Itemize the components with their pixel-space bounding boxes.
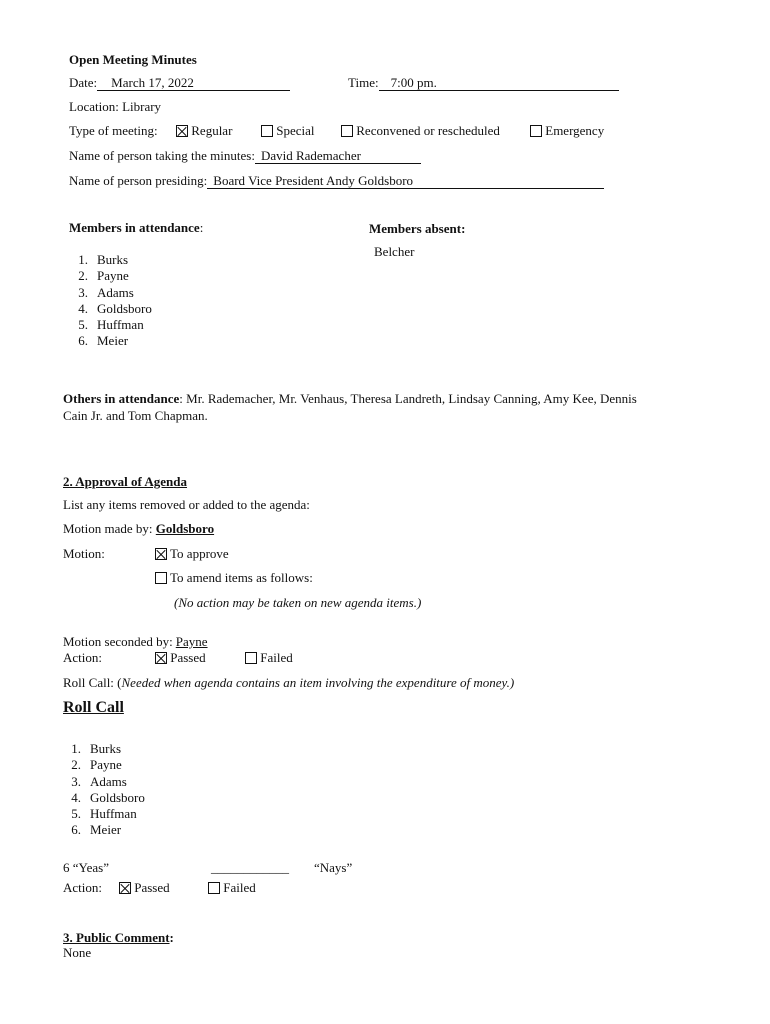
type-regular-label: Regular: [191, 123, 233, 138]
approve-label: To approve: [170, 546, 229, 561]
others-attendance-label: Others in attendance: [63, 391, 180, 406]
type-special: [261, 123, 315, 139]
type-regular: [176, 123, 232, 139]
minutes-taker-value: David Rademacher: [255, 149, 421, 164]
minutes-taker-label: Name of person taking the minutes:: [69, 148, 255, 163]
list-item: 4. Goldsboro: [78, 300, 152, 316]
yeas-count: 6 “Yeas”: [63, 860, 109, 875]
meeting-type-line: [69, 123, 158, 139]
type-reconvened: [341, 123, 500, 139]
motion-by-line: [63, 521, 214, 537]
time-label: Time:: [348, 75, 379, 90]
location-line: Location: Library: [69, 99, 162, 114]
rollcall-note: [63, 675, 514, 691]
passed-label: Passed: [134, 880, 170, 895]
presiding-label: Name of person presiding:: [69, 173, 208, 188]
member-name: Goldsboro: [97, 300, 152, 316]
type-reconvened-label: Reconvened or rescheduled: [356, 123, 500, 138]
list-item: 6. Meier: [71, 822, 122, 838]
rollcall-list: [63, 741, 145, 839]
date-line: [69, 75, 290, 91]
amend-note: (No action may be taken on new agenda items.): [174, 595, 422, 610]
rollcall-note-text: Needed when agenda contains an item involving the expenditure of money.): [121, 675, 515, 690]
checkbox-reconvened: [341, 125, 353, 137]
list-item: 2. Payne: [78, 268, 129, 284]
document-title: Open Meeting Minutes: [69, 52, 197, 67]
rollcall-action-failed: [208, 880, 256, 896]
seconded-label: Motion seconded by:: [63, 634, 173, 649]
checkbox-failed: [245, 652, 257, 664]
motion-label: Motion:: [63, 546, 105, 561]
date-label: Date:: [69, 75, 98, 90]
members-present-list: [70, 252, 152, 350]
list-item: 5. Huffman: [71, 806, 137, 822]
time-line: [348, 75, 619, 91]
others-attendance-text: : Mr. Rademacher, Mr. Venhaus, Theresa Landreth, Lindsay Canning, Amy Kee, Dennis: [179, 391, 637, 406]
others-attendance-line1: [63, 391, 637, 407]
member-name: Huffman: [90, 806, 137, 822]
member-name: Burks: [97, 252, 129, 267]
public-comment-title: 3. Public Comment: [63, 930, 170, 945]
public-comment-body: None: [63, 945, 92, 960]
rollcall-action-label: Action:: [63, 880, 102, 895]
list-item: 1. Burks: [71, 741, 122, 756]
list-item: 6. Meier: [78, 333, 129, 349]
member-name: Meier: [90, 822, 122, 838]
member-name: Huffman: [97, 317, 144, 333]
checkbox-amend: [155, 572, 167, 584]
type-emergency-label: Emergency: [545, 123, 605, 138]
members-present-heading: [69, 220, 203, 236]
agenda-heading: 2. Approval of Agenda: [63, 474, 188, 489]
public-comment-colon: :: [169, 930, 174, 945]
failed-label: Failed: [223, 880, 256, 895]
motion-by-value: Goldsboro: [155, 521, 215, 536]
amend-label: To amend items as follows:: [170, 570, 313, 585]
presiding-value: Board Vice President Andy Goldsboro: [207, 174, 604, 189]
motion-amend: [155, 570, 313, 586]
rollcall-note-prefix: Roll Call: (: [63, 675, 122, 690]
time-value: 7:00 pm.: [379, 76, 619, 91]
checkbox-emergency: [530, 125, 542, 137]
members-absent-value: Belcher: [374, 244, 415, 259]
member-name: Burks: [90, 741, 122, 756]
checkbox-approve-checked: [155, 548, 167, 560]
presiding-line: [69, 173, 604, 189]
checkbox-passed-checked: [119, 882, 131, 894]
list-item: 2. Payne: [71, 757, 122, 773]
members-present-colon: :: [199, 220, 204, 235]
checkbox-failed: [208, 882, 220, 894]
member-name: Payne: [97, 268, 129, 284]
agenda-action-failed: [245, 650, 293, 666]
seconded-line: [63, 634, 208, 650]
checkbox-regular-checked: [176, 125, 188, 137]
member-name: Adams: [90, 773, 127, 789]
motion-by-label: Motion made by:: [63, 521, 153, 536]
agenda-items-label: List any items removed or added to the agenda:: [63, 497, 310, 512]
motion-approve: [155, 546, 229, 562]
members-present-label: Members in attendance: [69, 220, 200, 235]
list-item: 4. Goldsboro: [71, 789, 145, 805]
seconded-value: Payne: [175, 634, 208, 649]
checkbox-passed-checked: [155, 652, 167, 664]
rollcall-heading: Roll Call: [63, 699, 124, 716]
member-name: Meier: [97, 333, 129, 349]
member-name: Adams: [97, 284, 134, 300]
agenda-action-label: Action:: [63, 650, 102, 665]
meeting-type-label: Type of meeting:: [69, 123, 158, 138]
agenda-action-passed: [155, 650, 206, 666]
minutes-taker-line: [69, 148, 421, 164]
failed-label: Failed: [260, 650, 293, 665]
members-absent-heading: Members absent:: [369, 221, 466, 236]
type-special-label: Special: [276, 123, 315, 138]
passed-label: Passed: [170, 650, 206, 665]
list-item: 3. Adams: [71, 773, 127, 789]
type-emergency: [530, 123, 604, 139]
date-value: March 17, 2022: [97, 76, 290, 91]
list-item: 5. Huffman: [78, 317, 144, 333]
rollcall-action-passed: [119, 880, 170, 896]
list-item: 1. Burks: [78, 252, 129, 267]
list-item: 3. Adams: [78, 284, 134, 300]
public-comment-heading: [63, 930, 174, 946]
member-name: Goldsboro: [90, 789, 145, 805]
nays-label: “Nays”: [314, 860, 353, 875]
checkbox-special: [261, 125, 273, 137]
others-attendance-line2: Cain Jr. and Tom Chapman.: [63, 408, 208, 423]
nays-blank: ____________: [211, 860, 289, 875]
member-name: Payne: [90, 757, 122, 773]
